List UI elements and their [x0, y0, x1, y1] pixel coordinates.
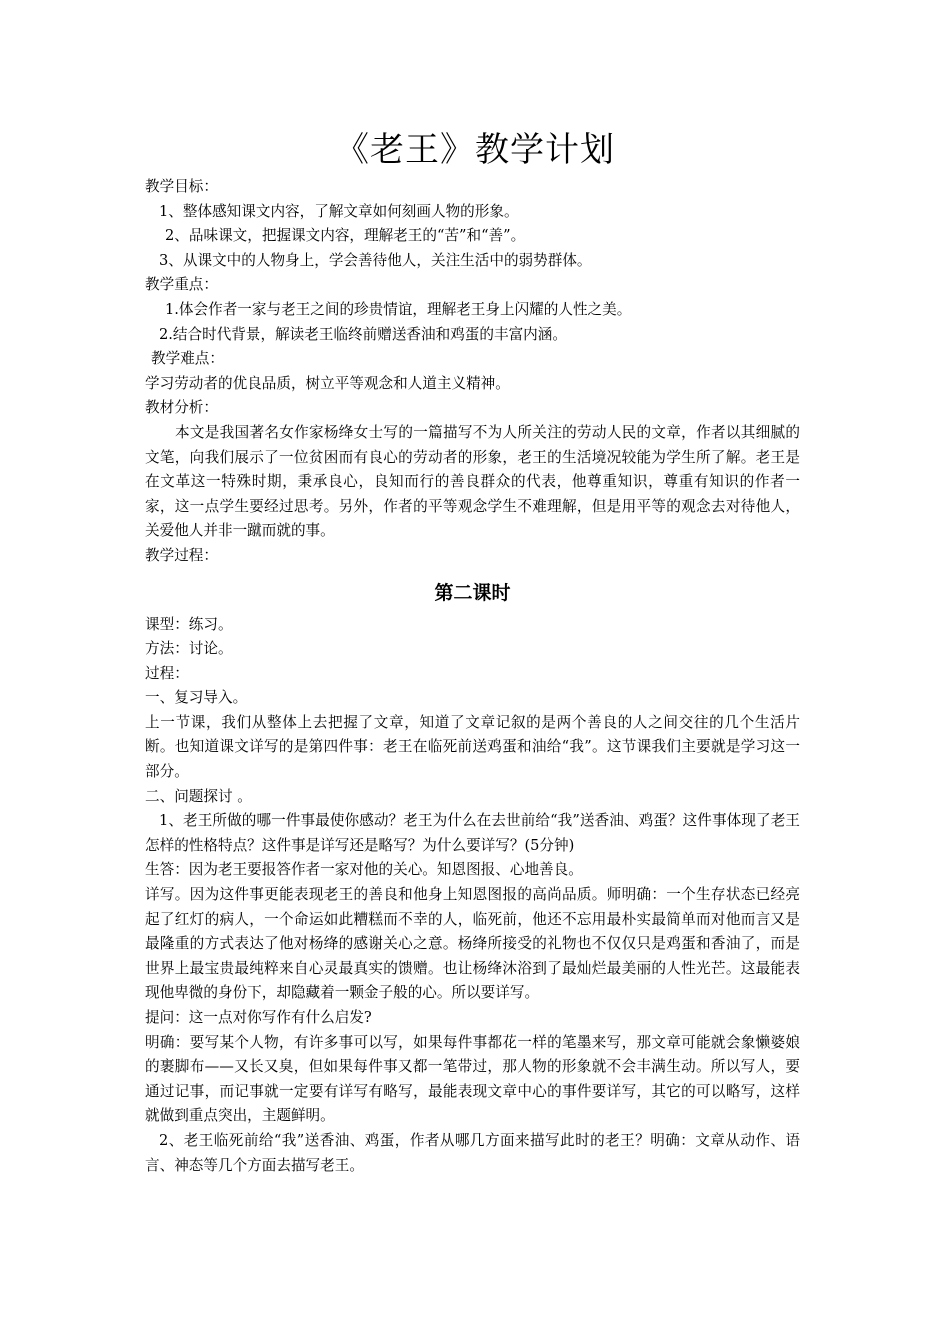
- review-text: 上一节课，我们从整体上去把握了文章，知道了文章记叙的是两个善良的人之间交往的几个生活片断。也知道课文详写的是第四件事：老王在临死前送鸡蛋和油给“我”。这节课我们主要就是学习这一部分。: [145, 713, 800, 781]
- analysis-text: 本文是我国著名女作家杨绛女士写的一篇描写不为人所关注的劳动人民的文章，作者以其细腻的文笔，向我们展示了一位贫困而有良心的劳动者的形象，老王的生活境况较能为学生所了解。老王是在文革这一特殊时期，秉承良心，良知而行的善良群众的代表，他尊重知识，尊重有知识的作者一家，这一点学生要经过思考。另外，作者的平等观念学生不难理解，但是用平等的观念去对待他人，关爱他人并非一蹴而就的事。: [145, 423, 800, 540]
- goal-item: 1、整体感知课文内容，了解文章如何刻画人物的形象。: [159, 202, 519, 220]
- question-2: 2、老王临死前给“我”送香油、鸡蛋，作者从哪几方面来描写此时的老王？明确：文章从动作、语言、神态等几个方面去描写老王。: [145, 1131, 800, 1174]
- difficulties-heading: 教学难点：: [151, 350, 224, 368]
- lesson-type: 课型：练习。: [145, 615, 233, 633]
- discussion-heading: 二、问题探讨 。: [145, 787, 252, 805]
- goal-item: 2、品味课文，把握课文内容，理解老王的“苦”和“善”。: [165, 227, 526, 245]
- question-1: 1、老王所做的哪一件事最使你感动？老王为什么在去世前给“我”送香油、鸡蛋？这件事体现了老王怎样的性格特点？这件事是详写还是略写？为什么要详写？(5分钟): [145, 812, 800, 854]
- goals-heading: 教学目标：: [145, 178, 218, 195]
- answer-1-detail: 详写。因为这件事更能表现老王的善良和他身上知恩图报的高尚品质。师明确：一个生存状态已经亮起了红灯的病人，一个命运如此糟糕而不幸的人，临死前，他还不忘用最朴实最简单而对他而言又是最隆重的方式表达了他对杨绛的感谢关心之意。杨绛所接受的礼物也不仅仅只是鸡蛋和香油了，而是世界上最宝贵最纯粹来自心灵最真实的馈赠。也让杨绛沐浴到了最灿烂最美丽的人性光芒。这最能表现他卑微的身份下，却隐藏着一颗金子般的心。所以要详写。: [145, 886, 800, 1002]
- review-heading: 一、复习导入。: [145, 689, 248, 707]
- answer-1-student: 生答：因为老王要报答作者一家对他的关心。知恩图报、心地善良。: [145, 861, 583, 879]
- process-heading: 教学过程：: [145, 546, 218, 564]
- prompt-question: 提问：这一点对你写作有什么启发?: [145, 1009, 372, 1026]
- document-body: [145, 175, 800, 1178]
- lesson-method: 方法：讨论。: [145, 640, 233, 658]
- lesson-heading: 第二课时: [434, 581, 511, 604]
- key-point-item: 1.体会作者一家与老王之间的珍贵情谊，理解老王身上闪耀的人性之美。: [165, 300, 632, 318]
- analysis-heading: 教材分析：: [145, 399, 218, 417]
- difficulties-text: 学习劳动者的优良品质，树立平等观念和人道主义精神。: [145, 374, 510, 392]
- prompt-answer: 明确：要写某个人物，有许多事可以写，如果每件事都花一样的笔墨来写，那文章可能就会象懒婆娘的裹脚布——又长又臭，但如果每件事又都一笔带过，那人物的形象就不会丰满生动。所以写人，要通过记事，而记事就一定要有详写有略写，最能表现文章中心的事件要详写，其它的可以略写，这样就做到重点突出，主题鲜明。: [145, 1033, 800, 1125]
- document-title: 《老王》教学计划: [335, 130, 615, 170]
- key-points-heading: 教学重点：: [145, 276, 218, 294]
- goal-item: 3、从课文中的人物身上，学会善待他人，关注生活中的弱势群体。: [159, 251, 592, 269]
- key-point-item: 2.结合时代背景，解读老王临终前赠送香油和鸡蛋的丰富内涵。: [159, 325, 567, 343]
- lesson-process-label: 过程：: [145, 664, 189, 682]
